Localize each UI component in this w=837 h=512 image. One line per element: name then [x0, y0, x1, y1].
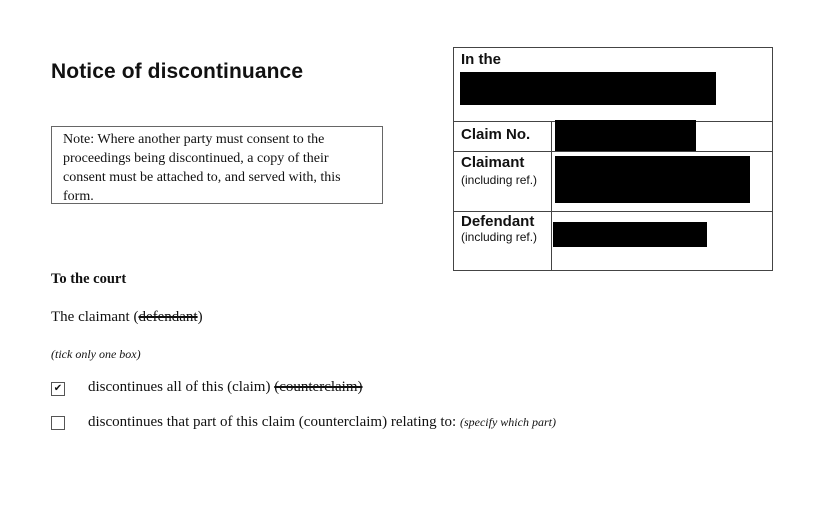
struck-counterclaim: (counterclaim): [274, 379, 363, 395]
defendant-redaction: [553, 222, 707, 247]
consent-note-text: Note: Where another party must consent to the proceedings being discontinued, a copy of their consent must be attached to, and served with, this form.: [63, 132, 341, 204]
claim-no-redaction: [555, 120, 696, 152]
tick-instruction: (tick only one box): [51, 347, 141, 361]
specify-part-hint: (specify which part): [459, 415, 556, 429]
defendant-label: Defendant: [461, 213, 535, 230]
defendant-sub-label: (including ref.): [461, 230, 538, 244]
party-prefix: The claimant: [51, 309, 130, 325]
to-the-court-heading: To the court: [51, 271, 127, 287]
check-mark-icon: ✔: [53, 383, 63, 394]
discontinue-all-label: discontinues all of this (claim): [88, 379, 271, 395]
discontinue-all-checkbox[interactable]: [51, 382, 65, 396]
party-open-paren: (: [133, 309, 139, 325]
claimant-label: Claimant: [461, 154, 525, 171]
panel-column-divider: [551, 121, 552, 270]
panel-divider: [454, 151, 772, 152]
discontinue-part-label: discontinues that part of this claim (counterclaim) relating to:: [88, 414, 457, 430]
consent-note-box: [51, 126, 383, 204]
discontinue-part-option: [88, 414, 556, 431]
claim-no-label: Claim No.: [461, 126, 531, 143]
claimant-redaction: [555, 156, 750, 203]
panel-divider: [454, 211, 772, 212]
in-the-label: In the: [461, 51, 501, 68]
discontinue-part-checkbox[interactable]: [51, 416, 65, 430]
claimant-sub-label: (including ref.): [461, 173, 538, 187]
discontinue-all-option: [88, 379, 363, 396]
page-title: Notice of discontinuance: [51, 60, 304, 83]
court-details-panel: [453, 47, 773, 271]
court-name-redaction: [460, 72, 716, 105]
party-close-paren: ): [197, 309, 203, 325]
struck-defendant: defendant: [138, 309, 198, 325]
party-statement: [51, 309, 203, 326]
